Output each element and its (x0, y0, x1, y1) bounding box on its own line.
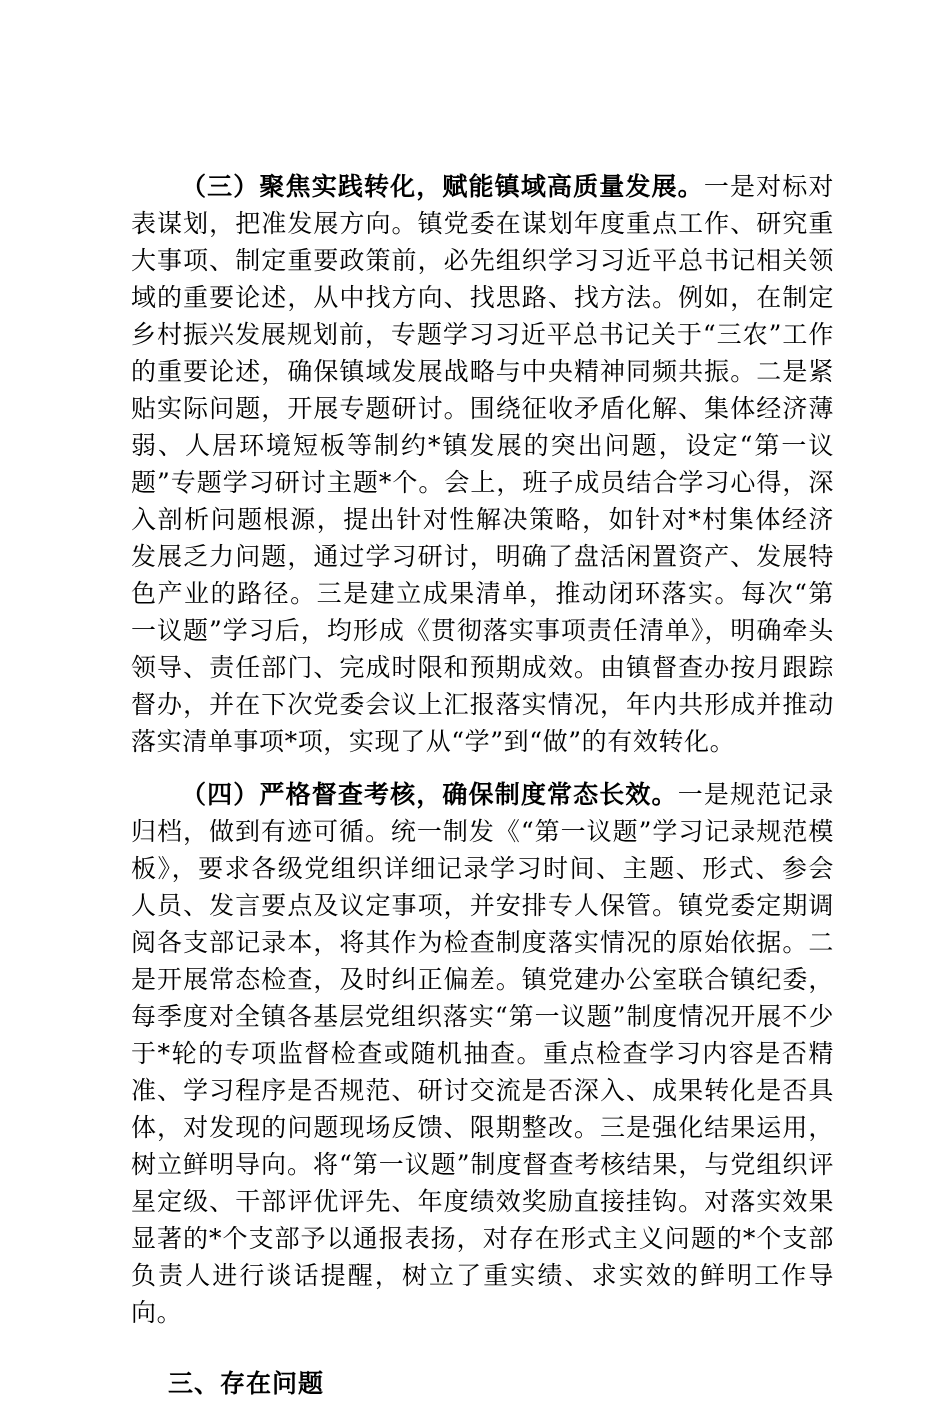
paragraph-body-text: 一是规范记录归档，做到有迹可循。统一制发《“第一议题”学习记录规范模板》，要求各级党组织详细记录学习时间、主题、形式、参会人员、发言要点及议定事项，并安排专人保管。镇党委定期调阅各支部记录本，将其作为检查制度落实情况的原始依据。二是开展常态检查，及时纠正偏差。镇党建办公室联合镇纪委，每季度对全镇各基层党组织落实“第一议题”制度情况开展不少于*轮的专项监督检查或随机抽查。重点检查学习内容是否精准、学习程序是否规范、研讨交流是否深入、成果转化是否具体，对发现的问题现场反馈、限期整改。三是强化结果运用，树立鲜明导向。将“第一议题”制度督查考核结果，与党组织评星定级、干部评优评先、年度绩效奖励直接挂钩。对落实效果显著的*个支部予以通报表扬，对存在形式主义问题的*个支部负责人进行谈话提醒，树立了重实绩、求实效的鲜明工作导向。 (131, 780, 834, 1327)
section-heading-existing-problems: 三、存在问题 (168, 1369, 325, 1398)
paragraph-strict-supervision (131, 776, 834, 1331)
document-body (131, 168, 834, 1402)
paragraph-lead-heading: （三）聚焦实践转化，赋能镇域高质量发展。 (181, 172, 704, 201)
paragraph-focus-practice (131, 168, 834, 760)
paragraph-lead-heading: （四）严格督查考核，确保制度常态长效。 (181, 780, 678, 809)
paragraph-body-text: 一是对标对表谋划，把准发展方向。镇党委在谋划年度重点工作、研究重大事项、制定重要政策前，必先组织学习习近平总书记相关领域的重要论述，从中找方向、找思路、找方法。例如，在制定乡村振兴发展规划前，专题学习习近平总书记关于“三农”工作的重要论述，确保镇域发展战略与中央精神同频共振。二是紧贴实际问题，开展专题研讨。围绕征收矛盾化解、集体经济薄弱、人居环境短板等制约*镇发展的突出问题，设定“第一议题”专题学习研讨主题*个。会上，班子成员结合学习心得，深入剖析问题根源，提出针对性解决策略，如针对*村集体经济发展乏力问题，通过学习研讨，明确了盘活闲置资产、发展特色产业的路径。三是建立成果清单，推动闭环落实。每次“第一议题”学习后，均形成《贯彻落实事项责任清单》，明确牵头领导、责任部门、完成时限和预期成效。由镇督查办按月跟踪督办，并在下次党委会议上汇报落实情况，年内共形成并推动落实清单事项*项，实现了从“学”到“做”的有效转化。 (131, 172, 834, 756)
